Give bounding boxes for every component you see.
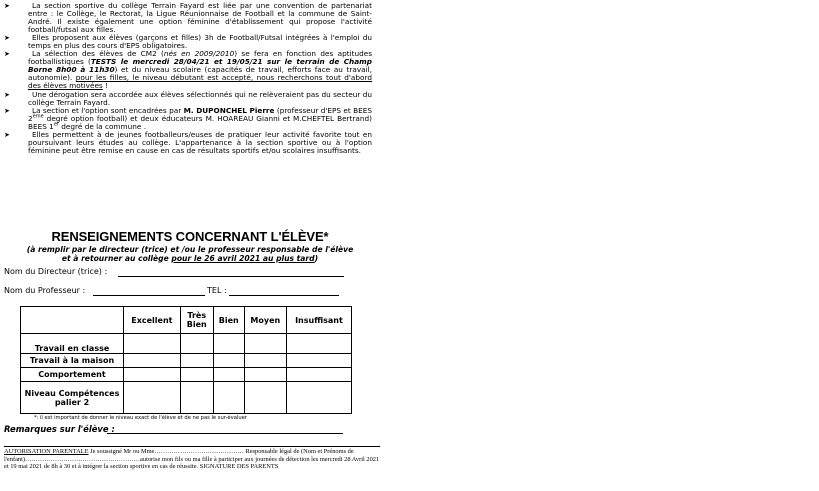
remarks-label: Remarques sur l'élève : bbox=[4, 424, 115, 434]
authorization-heading: AUTORISATION PARENTALE bbox=[4, 448, 89, 455]
info-bullet-list bbox=[4, 2, 372, 155]
rating-cell[interactable] bbox=[213, 382, 244, 414]
document-page bbox=[0, 0, 380, 491]
rating-cell[interactable] bbox=[286, 382, 351, 414]
rating-cell[interactable] bbox=[124, 334, 181, 354]
header-empty-cell bbox=[21, 307, 124, 334]
bullet-text-part: degré de la commune . bbox=[58, 121, 147, 131]
bullet-item bbox=[4, 91, 372, 107]
bullet-item bbox=[4, 34, 372, 50]
bullet-text bbox=[28, 50, 372, 90]
rating-cell[interactable] bbox=[180, 354, 213, 368]
bullet-text-part: (professeur d'EPS et BEES 2 bbox=[28, 105, 373, 123]
authorization-text bbox=[4, 448, 380, 471]
bullet-text-part: La section et l'option sont encadrées par bbox=[32, 105, 184, 115]
remarks-field[interactable] bbox=[107, 433, 343, 434]
bullet-text-part: La sélection des élèves de CM2 ( bbox=[32, 49, 164, 59]
section-title: RENSEIGNEMENTS CONCERNANT L'ÉLÈVE* bbox=[51, 229, 329, 244]
arrow-bullet-icon: ➤ bbox=[4, 90, 10, 99]
table-row bbox=[21, 382, 352, 414]
row-label: Travail en classe bbox=[21, 334, 124, 354]
row-label: Comportement bbox=[21, 368, 124, 382]
table-header-row bbox=[21, 307, 352, 334]
rating-cell[interactable] bbox=[244, 354, 286, 368]
arrow-bullet-icon: ➤ bbox=[4, 106, 10, 115]
footnote: *: il est important de donner le niveau exact de l'élève et de ne pas le sur-évaluer bbox=[34, 415, 247, 421]
rating-cell[interactable] bbox=[180, 368, 213, 382]
rating-cell[interactable] bbox=[244, 368, 286, 382]
rating-cell[interactable] bbox=[180, 334, 213, 354]
rating-cell[interactable] bbox=[286, 368, 351, 382]
rating-cell[interactable] bbox=[213, 334, 244, 354]
bullet-text-part: La section sportive du collège Terrain Fayard est liée par une convention de partenariat entre : le Collège, le Rectorat, la Ligue Réunionnaise de Football et la commune de Saint-André. Il existe également une option féminine d'établissement qui propose l'activité football/futsal aux filles. bbox=[28, 1, 372, 35]
authorization-body: Je soussigné Mr ou Mme…………………………………… Responsable légal de (Nom et Prénoms de l'enfant)………………………………………………autorise mon fils ou ma fille à participer aux journées de détection les mercredi 28 Avril 2021 et 19 mai 2021 de 8h à 30 et à intégrer la section sportive en cas de réussite. SIGNATURE DES PARENTS bbox=[4, 448, 380, 470]
divider bbox=[4, 446, 380, 447]
arrow-bullet-icon: ➤ bbox=[4, 2, 10, 10]
rating-cell[interactable] bbox=[244, 382, 286, 414]
bullet-text-part: ème bbox=[32, 113, 44, 120]
rating-cell[interactable] bbox=[124, 354, 181, 368]
table-row bbox=[21, 334, 352, 354]
director-label: Nom du Directeur (trice) : bbox=[4, 267, 108, 276]
bullet-text-part: Une dérogation sera accordée aux élèves sélectionnés qui ne relèveraient pas du secteur du collège Terrain Fayard. bbox=[28, 89, 372, 107]
column-header: Moyen bbox=[244, 307, 286, 334]
table-row bbox=[21, 368, 352, 382]
arrow-bullet-icon: ➤ bbox=[4, 50, 10, 59]
bullet-text-part: TESTS le mercredi 28/04/21 et 19/05/21 sur le terrain de Champ Borne 8h00 à 11h30 bbox=[28, 57, 372, 75]
bullet-text-part: nés en 2009/2010 bbox=[163, 49, 235, 59]
bullet-item bbox=[4, 131, 372, 155]
bullet-text-part: ! bbox=[102, 81, 108, 91]
rating-cell[interactable] bbox=[180, 382, 213, 414]
bullet-text-part: degré option football) et deux éducateurs M. HOAREAU Gianni et M.CHEFTEL Bertrand) BEES 1 bbox=[28, 113, 372, 131]
bullet-text-part: er bbox=[53, 121, 59, 128]
column-header: Insuffisant bbox=[286, 307, 351, 334]
director-name-field[interactable] bbox=[118, 276, 344, 277]
rating-cell[interactable] bbox=[213, 354, 244, 368]
rating-cell[interactable] bbox=[124, 368, 181, 382]
subtitle-close: ) bbox=[314, 254, 319, 263]
rating-cell[interactable] bbox=[286, 334, 351, 354]
row-label: Niveau Compétences palier 2 bbox=[21, 382, 124, 414]
bullet-text bbox=[28, 131, 372, 155]
arrow-bullet-icon: ➤ bbox=[4, 34, 10, 43]
tel-label: TEL : bbox=[207, 286, 227, 295]
rating-cell[interactable] bbox=[286, 354, 351, 368]
bullet-text bbox=[28, 34, 372, 50]
table-row bbox=[21, 354, 352, 368]
tel-field[interactable] bbox=[229, 295, 339, 296]
row-label: Travail à la maison bbox=[21, 354, 124, 368]
bullet-text-part: pour les filles, le niveau débutant est accepté, nous recherchons tout d'abord des élèves motivées bbox=[28, 73, 372, 91]
subtitle-text: et à retourner au collège bbox=[61, 254, 172, 263]
bullet-item bbox=[4, 2, 372, 34]
column-header: Bien bbox=[213, 307, 244, 334]
teacher-label: Nom du Professeur : bbox=[4, 286, 86, 295]
bullet-text-part: ) et du niveau scolaire (capacités de travail, efforts face au travail, autonomie). bbox=[28, 65, 372, 83]
deadline-text: pour le 26 avril 2021 au plus tard bbox=[171, 254, 315, 263]
subtitle-line-1: (à remplir par le directeur (trice) et /ou le professeur responsable de l'élève bbox=[26, 245, 354, 254]
rating-cell[interactable] bbox=[124, 382, 181, 414]
bullet-text bbox=[28, 107, 372, 131]
bullet-text bbox=[28, 91, 372, 107]
bullet-text bbox=[28, 2, 372, 34]
column-header: Très Bien bbox=[180, 307, 213, 334]
bullet-text-part: M. DUPONCHEL Pierre bbox=[183, 105, 275, 115]
arrow-bullet-icon: ➤ bbox=[4, 130, 10, 139]
rating-cell[interactable] bbox=[213, 368, 244, 382]
bullet-text-part: ) se fera en fonction des aptitudes footballistiques ( bbox=[28, 49, 372, 67]
teacher-name-field[interactable] bbox=[93, 295, 205, 296]
bullet-text-part: Elles proposent aux élèves (garçons et filles) 3h de Football/Futsal intégrées à l'emploi du temps en plus des cours d'EPS obligatoires. bbox=[28, 33, 372, 51]
evaluation-table bbox=[20, 306, 352, 414]
subtitle-line-2 bbox=[0, 254, 380, 263]
bullet-text-part: Elles permettent à de jeunes footballeurs/euses de pratiquer leur activité favorite tout en poursuivant leurs études au collège. L'appartenance à la section sportive ou à l'option féminine peut être remise en cause en cas de résultats sportifs et/ou scolaires insuffisants. bbox=[28, 129, 372, 155]
column-header: Excellent bbox=[124, 307, 181, 334]
bullet-item bbox=[4, 107, 372, 131]
bullet-item bbox=[4, 50, 372, 90]
rating-cell[interactable] bbox=[244, 334, 286, 354]
